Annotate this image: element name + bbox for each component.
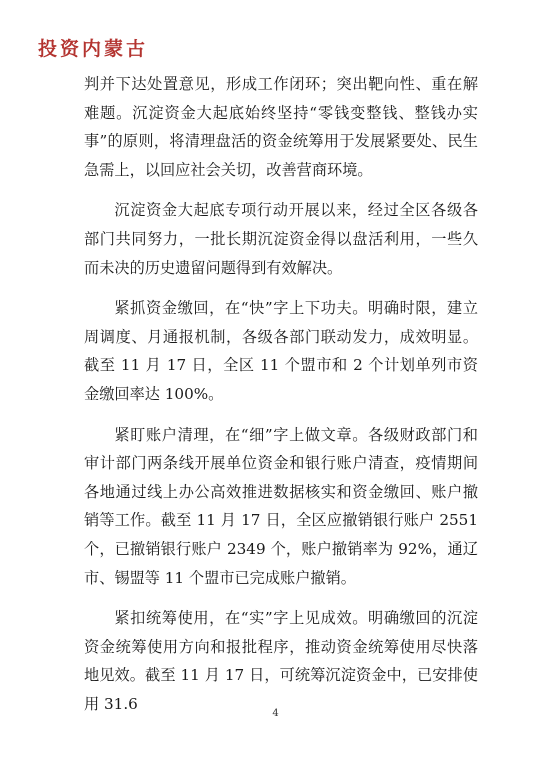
paragraph-fund-recovery: 紧抓资金缴回，在“快”字上下功夫。明确时限，建立周调度、月通报机制，各级各部门联动发力，成效明显。截至 11 月 17 日，全区 11 个盟市和 2 个计划单列市资金缴回率达 100%。	[84, 299, 478, 403]
paragraph-account-cleanup: 紧盯账户清理，在“细”字上做文章。各级财政部门和审计部门两条线开展单位资金和银行账户清查，疫情期间各地通过线上办公高效推进数据核实和资金缴回、账户撤销等工作。截至 11 月 17 日，全区应撤销银行账户 2551 个，已撤销银行账户 2349 个，账户撤销率为 92%，通辽市、锡盟等 11 个盟市已完成账户撤销。	[84, 425, 478, 587]
paragraph-continuation: 判并下达处置意见，形成工作闭环；突出靶向性、重在解难题。沉淀资金大起底始终坚持“零钱变整钱、整钱办实事”的原则，将清理盘活的资金统筹用于发展紧要处、民生急需上，以回应社会关切，改善营商环境。	[84, 75, 478, 179]
page-number: 4	[272, 708, 279, 719]
paragraph-coordinated-use: 紧扣统筹使用，在“实”字上见成效。明确缴回的沉淀资金统筹使用方向和报批程序，推动资金统筹使用尽快落地见效。截至 11 月 17 日，可统筹沉淀资金中，已安排使用 31.6	[84, 609, 478, 713]
article-body	[84, 70, 478, 718]
paragraph-overview: 沉淀资金大起底专项行动开展以来，经过全区各级各部门共同努力，一批长期沉淀资金得以盘活利用，一些久而未决的历史遗留问题得到有效解决。	[84, 201, 478, 277]
magazine-header-title: 投资内蒙古	[38, 38, 149, 60]
